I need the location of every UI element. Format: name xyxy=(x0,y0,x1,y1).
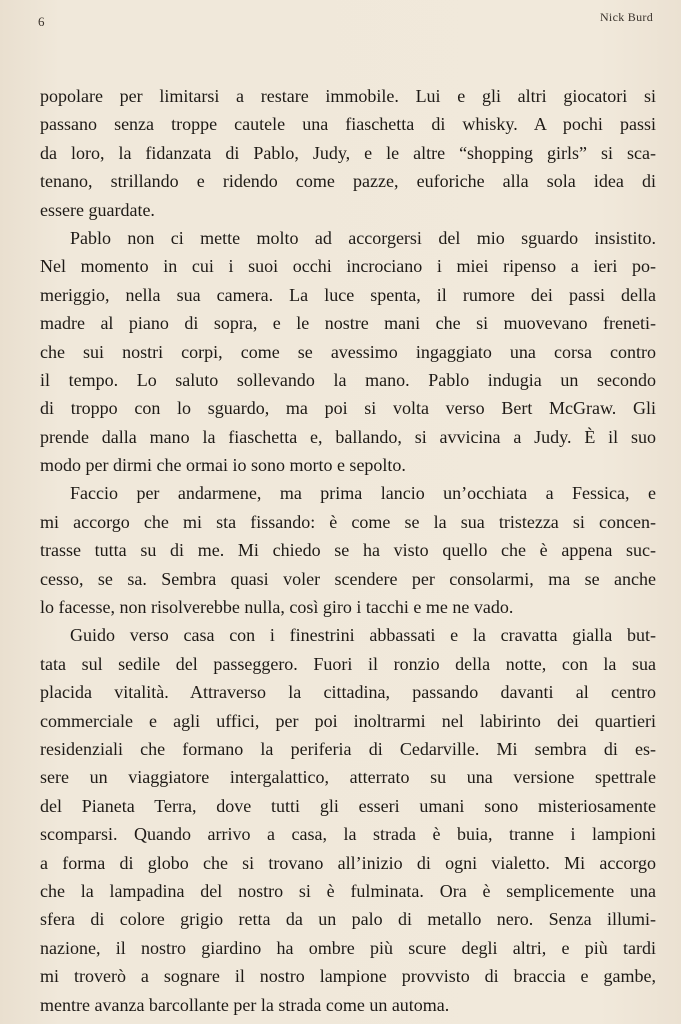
text-line: che sui nostri corpi, come se avessimo ingaggiato una corsa contro xyxy=(40,341,656,362)
text-line: da loro, la fidanzata di Pablo, Judy, e le altre “shopping girls” si sca- xyxy=(40,142,656,163)
paragraph xyxy=(40,82,656,224)
text-line: Nel momento in cui i suoi occhi incrociano i miei ripenso a ieri po- xyxy=(40,256,656,277)
text-line: Pablo non ci mette molto ad accorgersi del mio sguardo insistito. xyxy=(70,227,656,248)
text-line: cesso, se sa. Sembra quasi voler scendere per consolarmi, ma se anche xyxy=(40,568,656,589)
text-line: scomparsi. Quando arrivo a casa, la strada è buia, tranne i lampioni xyxy=(40,824,656,845)
text-line: sere un viaggiatore intergalattico, atterrato su una versione spettrale xyxy=(40,767,656,788)
text-line: madre al piano di sopra, e le nostre mani che si muovevano freneti- xyxy=(40,313,656,334)
text-line: commerciale e agli uffici, per poi inoltrarmi nel labirinto dei quartieri xyxy=(40,710,656,731)
text-line: passano senza troppe cautele una fiaschetta di whisky. A pochi passi xyxy=(40,114,656,135)
paragraph xyxy=(40,224,656,480)
text-line: trasse tutta su di me. Mi chiedo se ha visto quello che è appena suc- xyxy=(40,540,656,561)
text-line: residenziali che formano la periferia di Cedarville. Mi sembra di es- xyxy=(40,738,656,759)
body-text xyxy=(40,82,656,1019)
text-line: popolare per limitarsi a restare immobile. Lui e gli altri giocatori si xyxy=(40,86,656,106)
text-line: Guido verso casa con i finestrini abbassati e la cravatta gialla but- xyxy=(70,625,656,646)
text-line: mi troverò a sognare il nostro lampione provvisto di braccia e gambe, xyxy=(40,966,656,987)
text-line: del Pianeta Terra, dove tutti gli esseri umani sono misteriosamente xyxy=(40,795,656,816)
running-head-author: Nick Burd xyxy=(599,10,653,24)
text-line: a forma di globo che si trovano all’inizio di ogni vialetto. Mi accorgo xyxy=(40,852,656,873)
text-line: che la lampadina del nostro si è fulminata. Ora è semplicemente una xyxy=(40,880,656,901)
text-line: tata sul sedile del passeggero. Fuori il ronzio della notte, con la sua xyxy=(40,653,656,674)
text-line: essere guardate. xyxy=(40,199,155,220)
text-line: lo facesse, non risolverebbe nulla, così giro i tacchi e me ne vado. xyxy=(40,597,514,618)
text-line: sfera di colore grigio retta da un palo di metallo nero. Senza illumi- xyxy=(40,909,656,930)
text-line: di troppo con lo sguardo, ma poi si volta verso Bert McGraw. Gli xyxy=(40,398,656,419)
paragraph xyxy=(40,621,656,1018)
text-line: Faccio per andarmene, ma prima lancio un’occhiata a Fessica, e xyxy=(70,483,656,504)
text-line: tenano, strillando e ridendo come pazze, euforiche alla sola idea di xyxy=(40,171,656,192)
text-line: il tempo. Lo saluto sollevando la mano. Pablo indugia un secondo xyxy=(40,369,656,390)
text-line: mi accorgo che mi sta fissando: è come se la sua tristezza si concen- xyxy=(40,511,656,532)
page-number: 6 xyxy=(38,14,45,29)
text-line: meriggio, nella sua camera. La luce spenta, il rumore dei passi della xyxy=(40,284,656,305)
text-line: mentre avanza barcollante per la strada come un automa. xyxy=(40,994,450,1015)
text-line: nazione, il nostro giardino ha ombre più scure degli altri, e più tardi xyxy=(40,937,656,958)
text-line: placida vitalità. Attraverso la cittadina, passando davanti al centro xyxy=(40,682,656,703)
text-line: modo per dirmi che ormai io sono morto e sepolto. xyxy=(40,455,406,476)
paragraph xyxy=(40,479,656,621)
text-line: prende dalla mano la fiaschetta e, ballando, si avvicina a Judy. È il suo xyxy=(40,426,656,447)
